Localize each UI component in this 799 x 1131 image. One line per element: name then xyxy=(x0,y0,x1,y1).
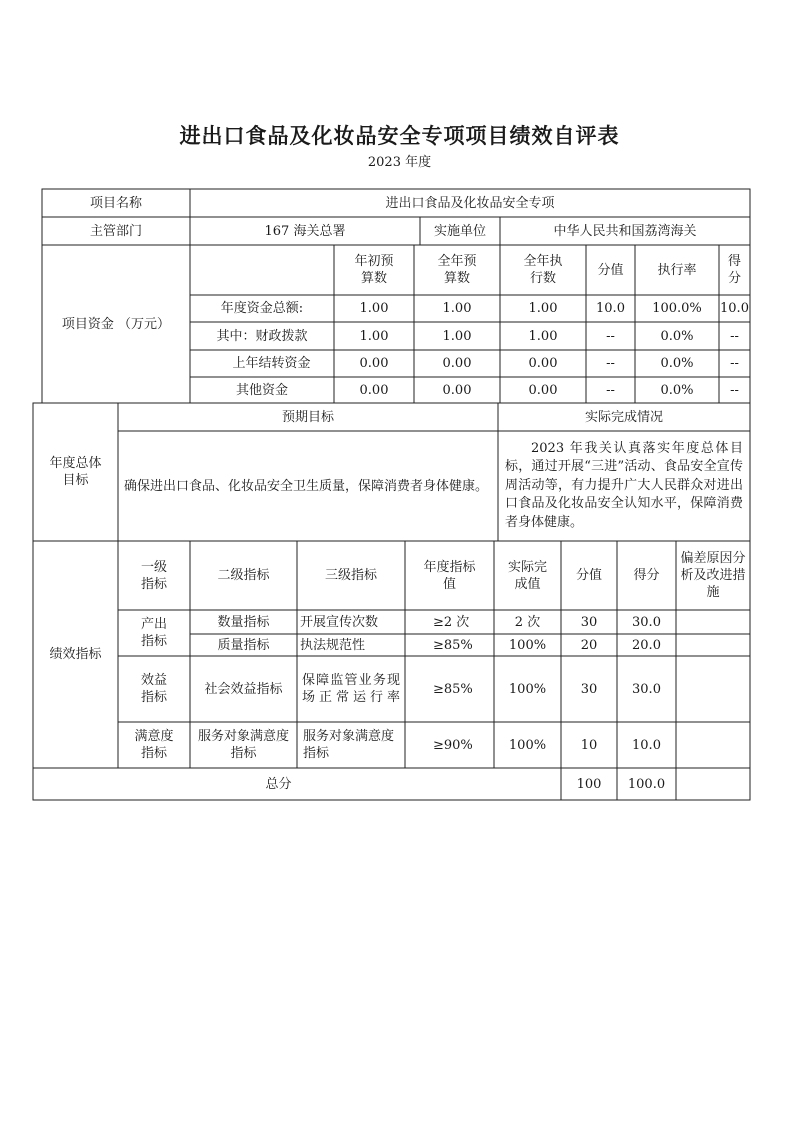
unit-label: 实施单位 xyxy=(433,223,486,239)
total-label: 总分 xyxy=(265,776,292,792)
funds-cell: -- xyxy=(606,382,615,398)
funds-cell: -- xyxy=(606,328,615,344)
perf-header-actual: 实际完成值 xyxy=(507,559,547,592)
perf-header-target: 年度指标值 xyxy=(423,559,476,592)
perf-level2: 服务对象满意度指标 xyxy=(197,729,289,761)
perf-target: ≥90% xyxy=(433,737,473,753)
goals-label: 年度总体目标 xyxy=(49,456,102,488)
funds-label: 项目资金 （万元） xyxy=(61,316,171,332)
perf-score: 10.0 xyxy=(632,737,661,753)
perf-score-value: 30 xyxy=(580,681,598,697)
funds-cell: 0.00 xyxy=(528,382,558,398)
perf-header-score-value: 分值 xyxy=(575,568,602,583)
perf-header-deviation: 偏差原因分析及改进措施 xyxy=(680,551,746,600)
dept-label: 主管部门 xyxy=(89,223,142,239)
perf-header-score: 得分 xyxy=(633,568,660,583)
funds-cell: 0.00 xyxy=(442,356,472,371)
perf-level3: 保障监管业务现场正常运行率 xyxy=(302,673,400,705)
perf-score-value: 20 xyxy=(580,637,598,653)
goals-expected-label: 预期目标 xyxy=(281,409,334,425)
funds-cell: 0.0% xyxy=(660,328,694,344)
perf-level2: 数量指标 xyxy=(217,614,270,630)
total-score: 100.0 xyxy=(627,776,666,792)
perf-level3: 开展宣传次数 xyxy=(300,614,379,630)
perf-actual: 100% xyxy=(508,637,547,653)
funds-cell: 1.00 xyxy=(528,328,558,344)
funds-header-initial: 年初预算数 xyxy=(354,254,394,286)
page-title: 进出口食品及化妆品安全专项项目绩效自评表 xyxy=(179,123,620,148)
goals-actual-cell xyxy=(498,431,750,541)
perf-level2: 社会效益指标 xyxy=(204,681,283,697)
goals-expected-text: 确保进出口食品、化妆品安全卫生质量，保障消费者身体健康。 xyxy=(124,478,489,494)
funds-row-label: 其他资金 xyxy=(235,382,288,398)
goals-actual-text: 2023 年我关认真落实年度总体目标，通过开展“三进”活动、食品安全宣传周活动等，有力提升广大人民群众对进出口食品及化妆品安全认知水平，保障消费者身体健康。 xyxy=(505,440,743,530)
funds-cell: 0.00 xyxy=(442,382,472,398)
perf-target: ≥2 次 xyxy=(433,614,470,630)
perf-target: ≥85% xyxy=(433,681,473,697)
funds-cell: 1.00 xyxy=(442,328,472,344)
funds-cell: -- xyxy=(730,328,739,344)
perf-header-level3: 三级指标 xyxy=(324,568,377,583)
funds-cell: 1.00 xyxy=(528,301,558,316)
perf-actual: 100% xyxy=(508,737,547,753)
perf-group-satisfaction: 满意度指标 xyxy=(134,729,174,761)
funds-cell: 0.00 xyxy=(359,382,389,398)
perf-score: 30.0 xyxy=(632,681,661,697)
project-name-label: 项目名称 xyxy=(89,195,142,211)
funds-cell: 1.00 xyxy=(359,301,389,316)
total-score-value: 100 xyxy=(576,776,602,792)
page-subtitle: 2023 年度 xyxy=(367,155,432,170)
funds-cell: 100.0% xyxy=(652,301,702,316)
performance-label: 绩效指标 xyxy=(49,647,102,662)
perf-target: ≥85% xyxy=(433,637,473,653)
funds-header-score: 得分 xyxy=(727,254,741,286)
perf-actual: 2 次 xyxy=(514,614,541,630)
funds-cell: -- xyxy=(730,356,739,371)
goals-actual-label: 实际完成情况 xyxy=(584,409,663,425)
funds-cell: -- xyxy=(730,382,739,398)
funds-header-annual: 全年预算数 xyxy=(437,254,477,286)
funds-cell: 10.0 xyxy=(720,301,749,316)
funds-row-label: 其中：财政拨款 xyxy=(216,328,308,344)
perf-score-value: 30 xyxy=(580,614,598,630)
project-name-value: 进出口食品及化妆品安全专项 xyxy=(385,195,555,211)
perf-score-value: 10 xyxy=(580,737,598,753)
dept-value: 167 海关总署 xyxy=(264,223,346,239)
funds-cell: 0.00 xyxy=(528,356,558,371)
funds-cell: 0.0% xyxy=(660,382,694,398)
perf-deviation xyxy=(676,656,750,722)
funds-header-executed: 全年执行数 xyxy=(523,254,563,286)
funds-cell: 0.00 xyxy=(359,356,389,371)
funds-cell: 0.0% xyxy=(660,356,694,371)
funds-cell: 10.0 xyxy=(596,301,625,316)
funds-header-rate: 执行率 xyxy=(657,262,697,278)
funds-row-label: 年度资金总额: xyxy=(220,301,304,316)
perf-level3-cell xyxy=(297,656,405,722)
perf-deviation xyxy=(676,610,750,634)
funds-cell: 1.00 xyxy=(442,301,472,316)
perf-group-benefit: 效益指标 xyxy=(140,673,167,705)
perf-header-level1: 一级指标 xyxy=(140,559,167,592)
funds-cell: -- xyxy=(606,356,615,371)
perf-group-output: 产出指标 xyxy=(140,617,167,649)
perf-level3: 执法规范性 xyxy=(300,637,366,653)
perf-score: 20.0 xyxy=(632,637,661,653)
funds-row-label: 上年结转资金 xyxy=(232,356,311,371)
perf-actual: 100% xyxy=(508,681,547,697)
perf-header-level2: 二级指标 xyxy=(217,568,270,583)
funds-cell: 1.00 xyxy=(359,328,389,344)
perf-deviation xyxy=(676,722,750,768)
perf-level3: 服务对象满意度指标 xyxy=(303,729,395,761)
perf-level2: 质量指标 xyxy=(217,637,270,653)
perf-deviation xyxy=(676,634,750,656)
perf-score: 30.0 xyxy=(632,614,661,630)
funds-header-score-value: 分值 xyxy=(597,262,624,278)
unit-value: 中华人民共和国荔湾海关 xyxy=(553,223,697,239)
